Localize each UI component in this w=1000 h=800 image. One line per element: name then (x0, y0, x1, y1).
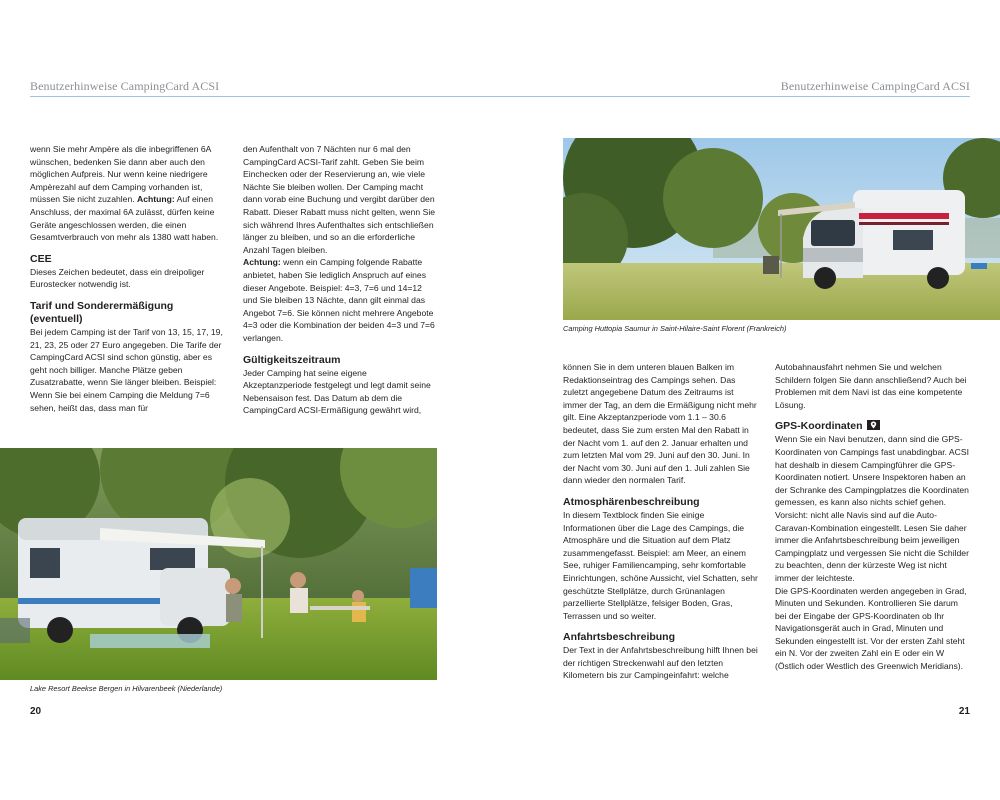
section-heading-validity: Gültigkeitszeitraum (243, 353, 341, 366)
paragraph: Der Text in der Anfahrtsbeschreibung hilft Ihnen bei der richtigen Streckenwahl auf den letzten Kilometern bis zur Campingeinfahrt: welche (563, 645, 758, 681)
paragraph: Bei jedem Camping ist der Tarif von 13, 15, 17, 19, 21, 23, 25 oder 27 Euro angegeben. Die Tarife der CampingCard ACSI sind schon günstig, aber es geht noch billiger. Manche Plätze geben Zusatzrabatte, wenn Sie länger bleiben. Beispiel: Wenn Sie bei einem Camping die Meldung 7=6 sehen, heißt das, dass man für (30, 326, 223, 413)
text-column-2 (243, 143, 436, 417)
header-rule (500, 96, 970, 97)
text-column-1 (563, 361, 759, 682)
paragraph: wenn Sie mehr Ampère als die inbegriffenen 6A wünschen, bedenken Sie dann aber auch den möglichen Aufpreis. Nur wenn keine niedrigere Ampèrezahl auf dem Camping vorhanden ist, müssen Sie nicht zuzahlen. Achtung: Auf einen Anschluss, der maximal 6A zulässt, dürfen keine Geräte angeschlossen werden, die einen Gesamtverbrauch von mehr als 1380 watt haben. (30, 144, 219, 243)
paragraph: können Sie in dem unteren blauen Balken im Redaktionseintrag des Campings sehen. Das zuletzt angegebene Datum des Zeitraums ist immer der Tag, an dem die Ermäßigung nicht mehr gilt. Eine Akzeptanzperiode vom 1.1 – 30.6 bedeutet, dass Sie zum ersten Mal den Rabatt in der Nacht vom 1. auf den 2. Januar erhalten und zum letzten Mal vom 29. Juni auf den 30. Juni. In der Nacht vom 30. Juni auf den 1. Juli zahlen Sie dann wieder den normalen Tarif. (563, 362, 757, 486)
paragraph: Dieses Zeichen bedeutet, dass ein dreipoliger Eurostecker notwendig ist. (30, 266, 205, 290)
section-heading-tarif: Tarif und Sonderermäßigung (eventuell) (30, 299, 174, 325)
section-heading-gps: GPS-Koordinaten (775, 420, 971, 433)
text-column-1 (30, 143, 226, 414)
paragraph: Jeder Camping hat seine eigene Akzeptanzperiode festgelegt und legt damit seine Nebensaison fest. Das Datum ab dem die CampingCard ACSI-Ermäßigung gewährt wird, (243, 367, 431, 416)
page-number: 21 (958, 706, 970, 717)
text-column-2 (775, 361, 971, 673)
photo-caption: Lake Resort Beekse Bergen in Hilvarenbeek (Niederlande) (30, 684, 223, 693)
section-heading-atmosphere: Atmosphärenbeschreibung (563, 495, 700, 508)
paragraph: den Aufenthalt von 7 Nächten nur 6 mal den CampingCard ACSI-Tarif zahlt. Geben Sie beim Einchecken oder der Reservierung an, wie viele Nächte Sie bleiben wollen. Der Camping macht dann vorab eine Buchung und vergibt darüber den Rabatt. Dieser Rabatt muss nicht gelten, wenn Sie sich während Ihres Aufenthaltes sich entschließen länger zu bleiben, und so an die erforderliche Anzahl Tagen bleiben. (243, 144, 436, 255)
paragraph: Wenn Sie ein Navi benutzen, dann sind die GPS-Koordinaten von Campings fast unabdingbar. ACSI hat deshalb in diesem Campingführer die GPS-Koordinaten notiert. Unsere Inspektoren haben an der Schranke des Campingplatzes die Koordinaten gemessen, es kann also nichts schief gehen. Vorsicht: nicht alle Navis sind auf die Auto-Caravan-Kombination eingestellt. Lesen Sie daher immer die Anfahrtsbeschreibung beim jeweiligen Campingplatz und vergessen Sie nicht die Schilder zu beachten, denn der kürzeste Weg ist nicht immer der leichteste. (775, 434, 969, 583)
right-page (500, 0, 1000, 800)
photo-lake-resort (0, 448, 437, 680)
photo-caption: Camping Huttopia Saumur in Saint-Hilaire-Saint Florent (Frankreich) (563, 324, 787, 333)
page-number: 20 (30, 706, 42, 717)
header-rule (30, 96, 500, 97)
paragraph: Achtung: wenn ein Camping folgende Rabatte anbietet, haben Sie lediglich Anspruch auf eines dieser Angebote. Beispiel: 4=3, 7=6 und 14=12 und Sie bleiben 13 Nächte, dann gilt einmal das Angebot 7=6. Sie können nicht mehrere Angebote 4=3 oder die Kombination der beiden 4=3 und 7=6 verlangen. (243, 257, 435, 343)
running-header: Benutzerhinweise CampingCard ACSI (30, 79, 220, 93)
paragraph: In diesem Textblock finden Sie einige Informationen über die Lage des Campings, die Atmosphäre und die Situation auf dem Platz zusammengefasst. Beispiel: am Meer, an einem See, ruhiger Familiencamping, sehr komfortable Einrichtungen, schöne Aussicht, viel Schatten, sehr geschützte Stellplätze, durch Grünanlagen parzellierte Stellplätze, felsiger Boden, Gras, Terrassen und so weiter. (563, 509, 758, 621)
section-heading-cee: CEE (30, 252, 52, 265)
paragraph: Die GPS-Koordinaten werden angegeben in Grad, Minuten und Sekunden. Kontrollieren Sie darum bei der Eingabe der GPS-Koordinaten ob Ihr Navigationsgerät auch in Grad, Minuten und Sekunden eingestellt ist. Vor der ersten Zahl steht ein N. Vor der zweiten Zahl ein E oder ein W (Östlich oder Westlich des Greenwich Meridians). (775, 585, 967, 672)
running-header: Benutzerhinweise CampingCard ACSI (780, 79, 970, 93)
section-heading-route: Anfahrtsbeschreibung (563, 631, 676, 644)
paragraph: Autobahnausfahrt nehmen Sie und welchen Schildern folgen Sie dann anschließend? Auch bei Problemen mit dem Navi ist das eine kompetente Lösung. (775, 362, 967, 410)
map-pin-icon (867, 420, 880, 430)
photo-huttopia-saumur (563, 138, 1000, 320)
